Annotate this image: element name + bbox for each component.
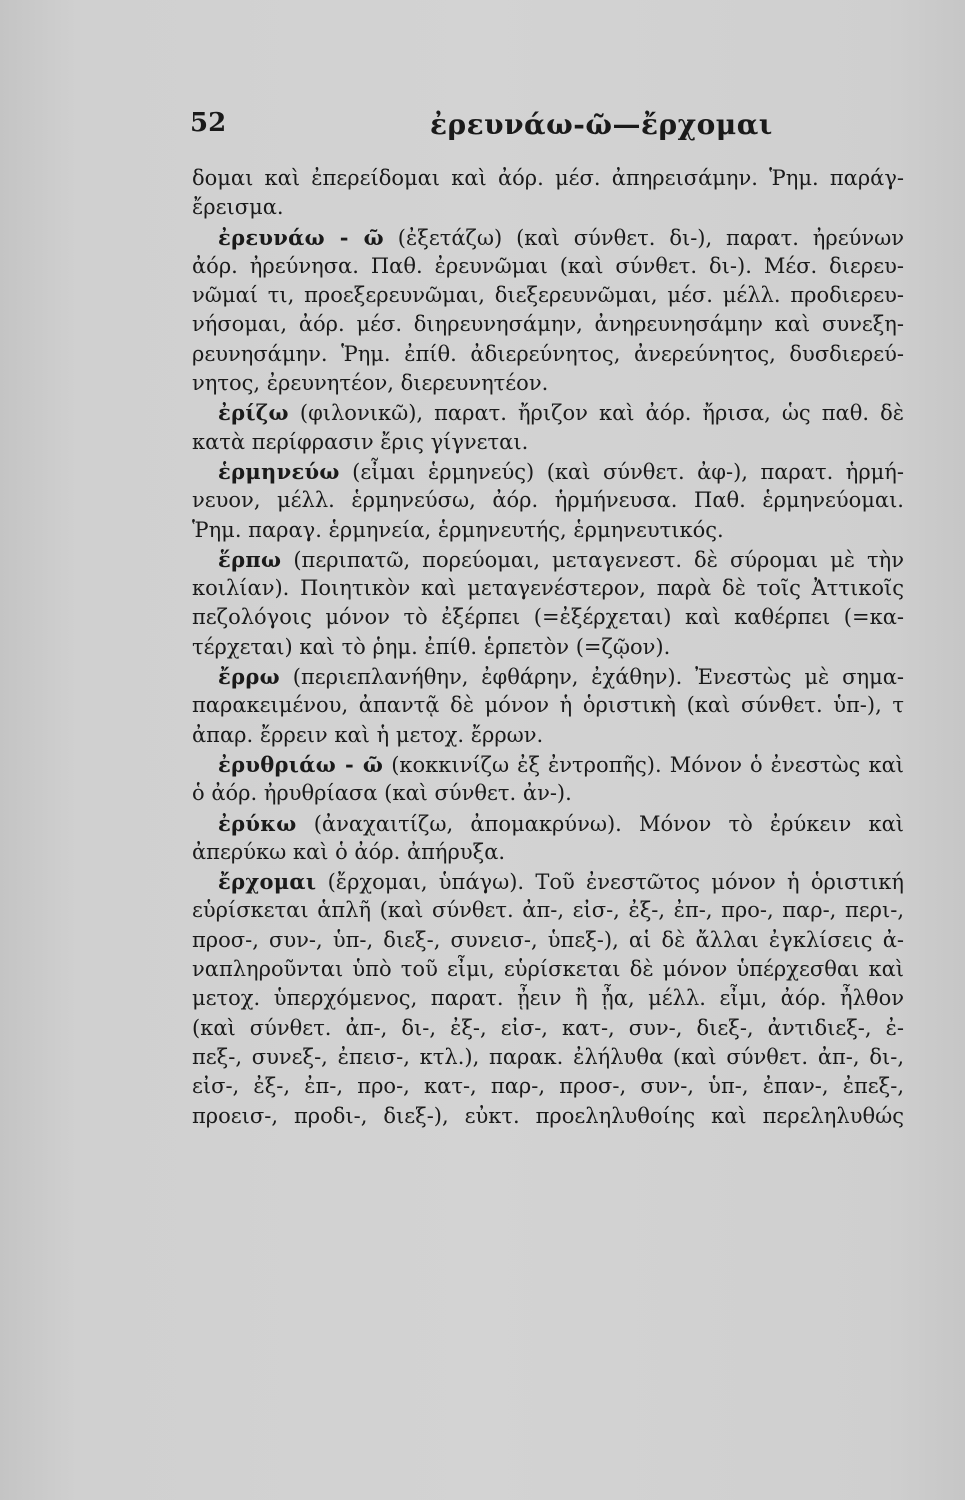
line-text: δομαι καὶ ἐπερείδομαι καὶ ἀόρ. μέσ. ἀπηρεισάμην. Ῥημ. παράγ- [192,166,904,190]
text-line [192,574,904,603]
text-line [192,838,904,867]
text-line [192,955,904,984]
entry-headword: ἐρευνάω - ῶ [218,224,384,250]
line-text: τέρχεται) καὶ τὸ ῥημ. ἐπίθ. ἑρπετὸν (=ζῷον). [192,634,671,659]
line-text: ὁ ἀόρ. ἠρυθρίασα (καὶ σύνθετ. ἀν-). [192,781,572,806]
text-line [192,1102,904,1131]
text-line [192,340,904,369]
entry-line [192,662,904,691]
entry-headword: ἑρμηνεύω [218,458,340,484]
line-text: κοιλίαν). Ποιητικὸν καὶ μεταγενέστερον, παρὰ δὲ τοῖς Ἀττικοῖς [192,576,904,601]
entry-line [192,809,904,838]
text-line [192,193,904,222]
entry-headword: ἔρρω [218,664,280,690]
line-text: μετοχ. ὑπερχόμενος, παρατ. ᾖειν ἢ ᾖα, μέλλ. εἶμι, ἀόρ. ἦλθον [192,986,904,1011]
text-line [192,1043,904,1072]
line-text: (εἶμαι ἑρμηνεύς) (καὶ σύνθετ. ἀφ-), παρατ. ἡρμή- [339,459,904,484]
entry-line [192,223,904,252]
line-text: (φιλονικῶ), παρατ. ἤριζον καὶ ἀόρ. ἤρισα, ὡς παθ. δὲ [288,401,904,426]
line-text: προσ-, συν-, ὑπ-, διεξ-, συνεισ-, ὑπεξ-), αἱ δὲ ἄλλαι ἐγκλίσεις ἀ- [192,927,904,952]
text-line [192,721,904,750]
line-text: ἀόρ. ἠρεύνησα. Παθ. ἐρευνῶμαι (καὶ σύνθετ. δι-). Μέσ. διερευ- [192,253,904,278]
text-line [192,486,904,515]
line-text: εὑρίσκεται ἁπλῆ (καὶ σύνθετ. ἀπ-, εἰσ-, ἐξ-, ἐπ-, προ-, παρ-, περι-, [192,898,904,923]
line-text: νῶμαί τι, προεξερευνῶμαι, διεξερευνῶμαι, μέσ. μέλλ. προδιερευ- [192,283,904,308]
line-text: Ῥημ. παραγ. ἑρμηνεία, ἑρμηνευτής, ἑρμηνευτικός. [192,517,724,542]
text-line [192,428,904,457]
text-line [192,252,904,281]
line-text: ἔρεισμα. [192,195,284,220]
line-text: ἀπαρ. ἔρρειν καὶ ἡ μετοχ. ἔρρων. [192,722,544,747]
entry-headword: ἐρύκω [218,810,297,836]
text-line [192,310,904,339]
line-text: ρευνησάμην. Ῥημ. ἐπίθ. ἀδιερεύνητος, ἀνερεύνητος, δυσδιερεύ- [192,341,904,366]
line-text: νητος, ἐρευνητέον, διερευνητέον. [192,371,549,396]
line-text: (καὶ σύνθετ. ἀπ-, δι-, ἐξ-, εἰσ-, κατ-, συν-, διεξ-, ἀντιδιεξ-, ἐ- [192,1015,904,1040]
entry-line [192,750,904,779]
text-line [192,1072,904,1101]
line-text: πεξ-, συνεξ-, ἐπεισ-, κτλ.), παρακ. ἐλήλυθα (καὶ σύνθετ. ἀπ-, δι-, [192,1044,904,1069]
entry-line [192,867,904,896]
text-line [192,896,904,925]
text-line [192,516,904,545]
line-text: παρακειμένου, ἀπαντᾷ δὲ μόνον ἡ ὁριστικὴ (καὶ σύνθετ. ὑπ-), τ [192,693,904,718]
line-text: (ἔρχομαι, ὑπάγω). Τοῦ ἐνεστῶτος μόνον ἡ ὁριστική [316,870,904,895]
line-text: (περιεπλανήθην, ἐφθάρην, ἐχάθην). Ἐνεστὼς μὲ σημα- [279,665,904,690]
entry-line [192,545,904,574]
page-header [190,108,910,148]
line-text: ἀπερύκω καὶ ὁ ἀόρ. ἀπήρυξα. [192,839,506,864]
body-text [192,164,904,1131]
line-text: κατὰ περίφρασιν ἔρις γίγνεται. [192,429,529,454]
text-line [192,926,904,955]
line-text: νήσομαι, ἀόρ. μέσ. διηρευνησάμην, ἀνηρευνησάμην καὶ συνεξη- [192,312,904,337]
text-line [192,779,904,808]
text-line [192,691,904,720]
line-text: ναπληροῦνται ὑπὸ τοῦ εἶμι, εὑρίσκεται δὲ μόνον ὑπέρχεσθαι καὶ [192,957,904,982]
line-text: νευον, μέλλ. ἑρμηνεύσω, ἀόρ. ἡρμήνευσα. Παθ. ἑρμηνεύομαι. [192,488,904,513]
text-line [192,984,904,1013]
line-text: πεζολόγοις μόνον τὸ ἐξέρπει (=ἐξέρχεται) καὶ καθέρπει (=κα- [192,605,904,630]
text-line [192,633,904,662]
entry-headword: ἕρπω [218,546,282,572]
entry-headword: ἐρίζω [218,400,289,426]
text-line [192,164,904,193]
line-text: εἰσ-, ἐξ-, ἐπ-, προ-, κατ-, παρ-, προσ-, συν-, ὑπ-, ἐπαν-, ἐπεξ-, [192,1074,904,1099]
line-text: (ἀναχαιτίζω, ἀπομακρύνω). Μόνον τὸ ἐρύκειν καὶ [296,811,904,836]
line-text: (ἐξετάζω) (καὶ σύνθετ. δι-), παρατ. ἠρεύνων [383,225,904,250]
text-line [192,281,904,310]
line-text: (περιπατῶ, πορεύομαι, μεταγενεστ. δὲ σύρομαι μὲ τὴν [281,547,904,572]
text-line [192,603,904,632]
text-line [192,1014,904,1043]
entry-headword: ἔρχομαι [218,869,317,895]
entry-line [192,457,904,486]
entry-headword: ἐρυθριάω - ῶ [218,751,384,777]
text-line [192,369,904,398]
line-text: προεισ-, προδι-, διεξ-), εὐκτ. προεληλυθοίης καὶ περεληλυθώς [192,1103,904,1128]
line-text: (κοκκινίζω ἐξ ἐντροπῆς). Μόνον ὁ ἐνεστὼς καὶ [383,752,904,777]
running-head: ἐρευνάω-ῶ—ἔρχομαι [430,108,773,141]
page-number: 52 [190,108,227,138]
entry-line [192,398,904,427]
